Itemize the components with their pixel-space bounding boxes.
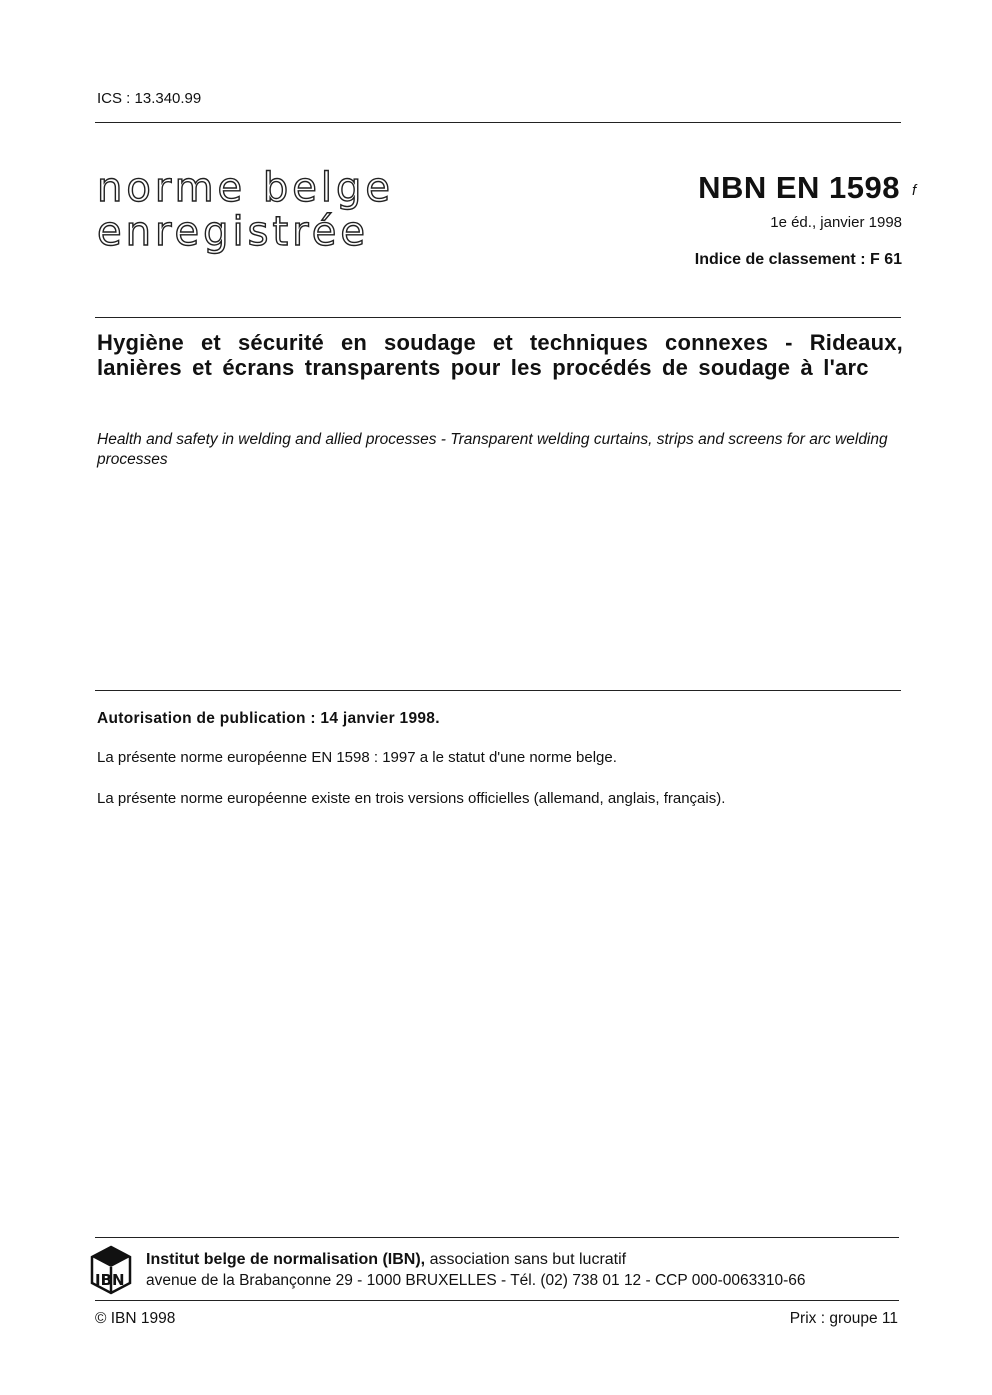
versions-statement: La présente norme européenne existe en trois versions officielles (allemand, anglais, français). bbox=[97, 790, 726, 807]
footer-divider-bottom bbox=[95, 1300, 899, 1301]
institute-description: association sans but lucratif bbox=[425, 1251, 627, 1268]
handwritten-mark: f bbox=[912, 182, 917, 199]
brand-line-2: enregistrée bbox=[97, 209, 369, 255]
price-group: Prix : groupe 11 bbox=[789, 1310, 898, 1327]
footer-divider-top bbox=[95, 1237, 899, 1238]
logo-text: IBN bbox=[95, 1271, 125, 1289]
publication-authorization: Autorisation de publication : 14 janvier 1998. bbox=[97, 710, 440, 727]
brand-line-1: norme belge bbox=[97, 165, 394, 211]
header-divider bbox=[95, 122, 901, 123]
status-statement: La présente norme européenne EN 1598 : 1997 a le statut d'une norme belge. bbox=[97, 749, 617, 766]
institute-name: Institut belge de normalisation (IBN), bbox=[146, 1251, 426, 1268]
copyright: © IBN 1998 bbox=[95, 1310, 176, 1327]
edition-date: 1e éd., janvier 1998 bbox=[770, 214, 902, 231]
classification-index: Indice de classement : F 61 bbox=[694, 251, 902, 268]
ics-code: ICS : 13.340.99 bbox=[97, 90, 202, 107]
institute-address: avenue de la Brabançonne 29 - 1000 BRUXELLES - Tél. (02) 738 01 12 - CCP 000-0063310-66 bbox=[146, 1272, 806, 1289]
french-title: Hygiène et sécurité en soudage et techniques connexes - Rideaux, lanières et écrans transparents pour les procédés de soudage à l'arc bbox=[97, 330, 903, 380]
body-divider bbox=[95, 690, 901, 691]
title-divider bbox=[95, 317, 901, 318]
standard-code: NBN EN 1598 bbox=[698, 170, 900, 205]
institute-line bbox=[146, 1251, 626, 1269]
english-title: Health and safety in welding and allied processes - Transparent welding curtains, strips and screens for arc welding processes bbox=[97, 431, 888, 468]
ibn-logo-icon bbox=[90, 1245, 132, 1295]
